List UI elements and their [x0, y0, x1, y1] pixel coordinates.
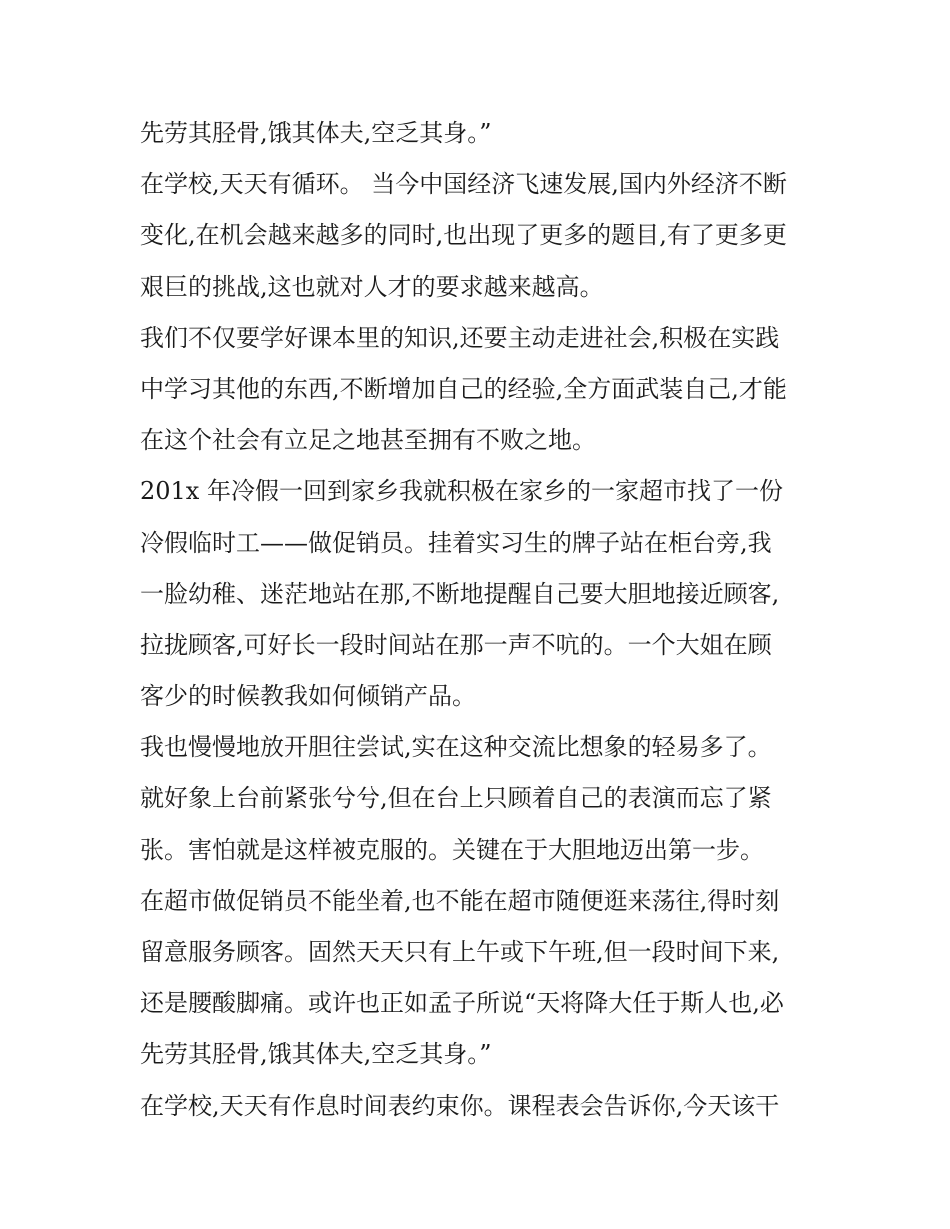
- text-line: 201x 年冷假一回到家乡我就积极在家乡的一家超市找了一份: [140, 477, 783, 506]
- text-line: 留意服务顾客。固然天天只有上午或下午班,但一段时间下来,: [140, 938, 780, 966]
- text-line: 拉拢顾客,可好长一段时间站在那一声不吭的。一个大姐在顾: [140, 630, 772, 659]
- text-line: 一脸幼稚、迷茫地站在那,不断地提醒自己要大胆地接近顾客,: [140, 579, 780, 608]
- text-line: 先劳其胫骨,饿其体夫,空乏其身。”: [140, 119, 492, 147]
- text-line: 变化,在机会越来越多的同时,也出现了更多的题目,有了更多更: [140, 221, 787, 250]
- text-line: 客少的时候教我如何倾销产品。: [140, 682, 476, 711]
- text-line: 张。害怕就是这样被克服的。关键在于大胆地迈出第一步。: [140, 835, 764, 864]
- body-text: [140, 108, 820, 1132]
- text-line: 艰巨的挑战,这也就对人才的要求越来越高。: [140, 272, 604, 301]
- text-line: 还是腰酸脚痛。或许也正如孟子所说“天将降大任于斯人也,必: [140, 989, 784, 1018]
- text-line: 中学习其他的东西,不断增加自己的经验,全方面武装自己,才能: [140, 374, 787, 403]
- text-line: 在这个社会有立足之地甚至拥有不败之地。: [140, 426, 596, 455]
- text-line: 我们不仅要学好课本里的知识,还要主动走进社会,积极在实践: [140, 323, 780, 352]
- text-line: 在学校,天天有循环。 当今中国经济飞速发展,国内外经济不断: [140, 170, 787, 199]
- text-line: 在学校,天天有作息时间表约束你。课程表会告诉你,今天该干: [140, 1091, 780, 1120]
- text-line: 冷假临时工——做促销员。挂着实习生的牌子站在柜台旁,我: [140, 528, 772, 557]
- text-line: 先劳其胫骨,饿其体夫,空乏其身。”: [140, 1040, 492, 1069]
- text-line: 就好象上台前紧张兮兮,但在台上只顾着自己的表演而忘了紧: [140, 784, 772, 813]
- text-line: 在超市做促销员不能坐着,也不能在超市随便逛来荡往,得时刻: [140, 886, 780, 915]
- text-line: 我也慢慢地放开胆往尝试,实在这种交流比想象的轻易多了。: [140, 733, 772, 762]
